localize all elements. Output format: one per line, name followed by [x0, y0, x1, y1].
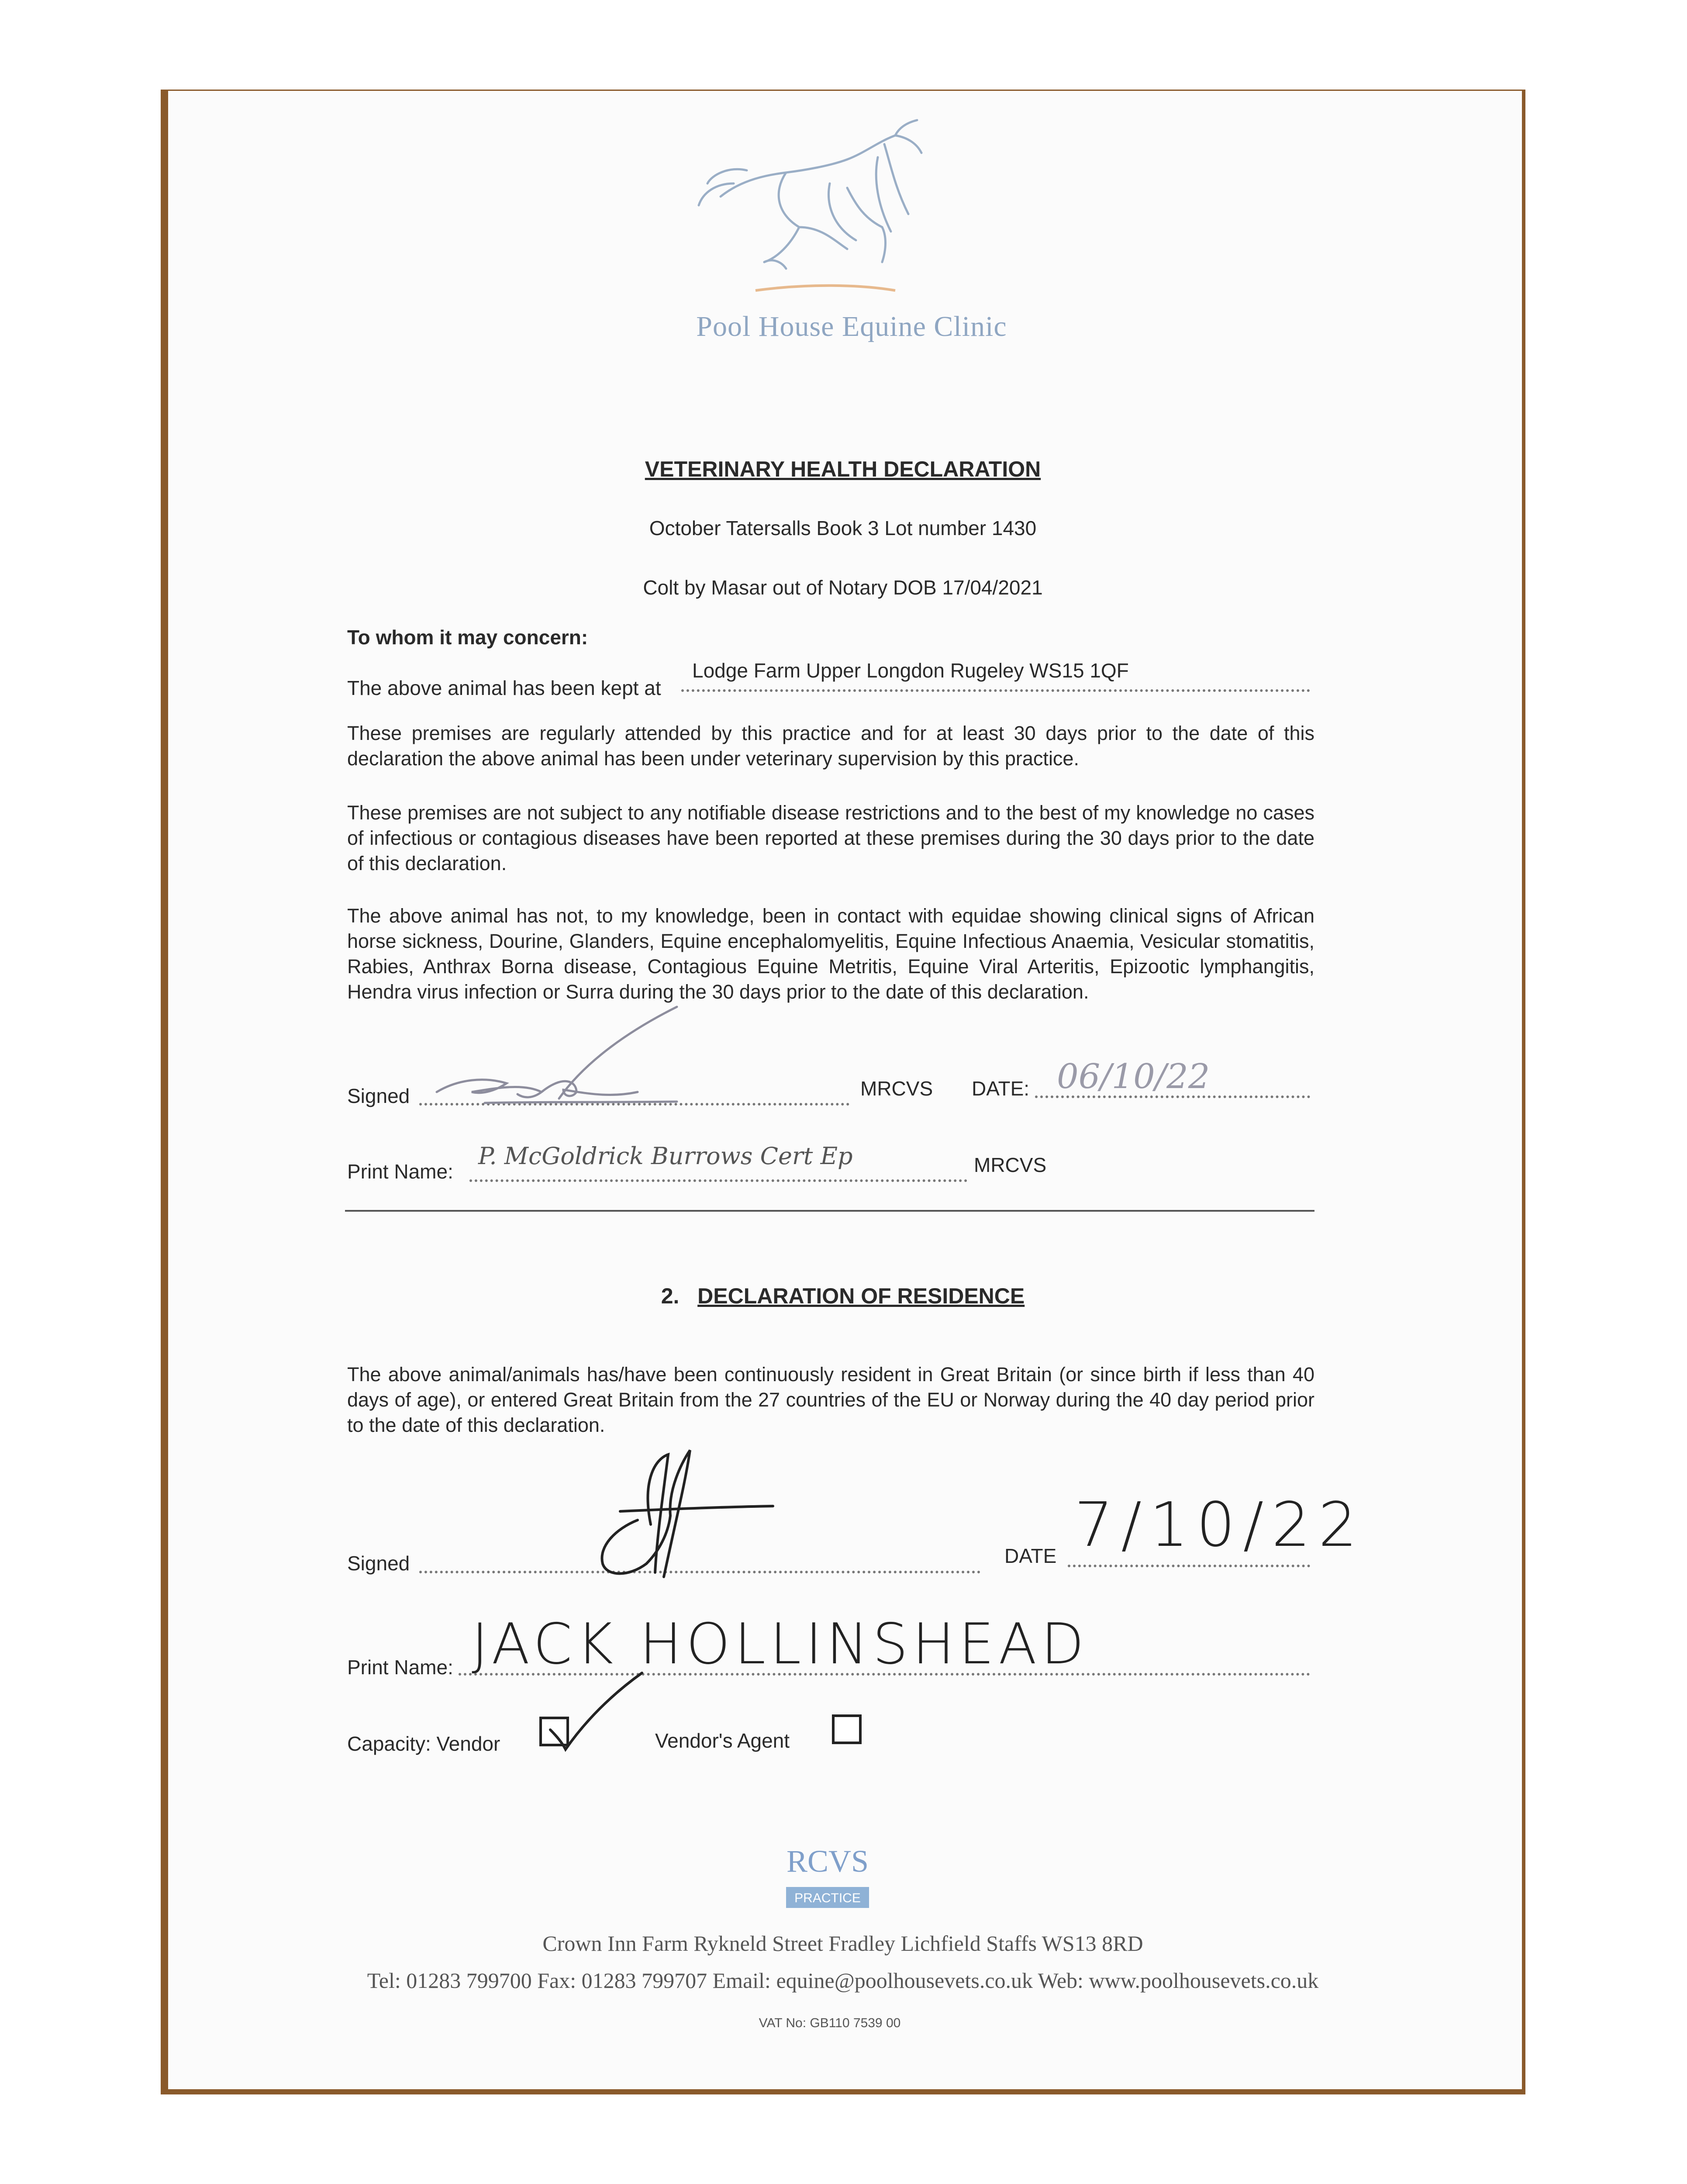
horse-logo-icon [690, 118, 935, 301]
animal-line: Colt by Masar out of Notary DOB 17/04/2021 [643, 576, 1043, 599]
paragraph-supervision: These premises are regularly attended by this practice and for at least 30 days prior to the date of this declaration the above animal has been under veterinary supervision by this practice. [347, 722, 1314, 770]
declaration-title: VETERINARY HEALTH DECLARATION [645, 457, 1041, 481]
residence-print-name-label: Print Name: [347, 1656, 453, 1679]
residence-signed-label: Signed [347, 1552, 410, 1575]
residence-signature [581, 1446, 786, 1590]
vet-print-name-mrcvs: MRCVS [974, 1154, 1047, 1176]
vendor-checkmark-icon [546, 1669, 646, 1756]
vet-signed-label: Signed [347, 1085, 410, 1107]
paragraph-contact: The above animal has not, to my knowledge, been in contact with equidae showing clinical signs of African horse sickness, Dourine, Glanders, Equine encephalomyelitis, Equine Infectious Anaemia, Vesicular stomatitis, Rabies, Anthrax Borna disease, Contagious Equine Metritis, Equine Viral Arteritis, Epizootic lymphangitis, Hendra virus infection or Surra during the 30 days prior to the date of this declaration. [347, 905, 1314, 1003]
residence-date-label: DATE [1004, 1545, 1057, 1567]
footer-contact: Tel: 01283 799700 Fax: 01283 799707 Email: equine@poolhousevets.co.uk Web: www.poolhousevets.co.uk [367, 1968, 1319, 1993]
vendors-agent-label: Vendor's Agent [655, 1729, 790, 1752]
rcvs-logo-text: RCVS [786, 1844, 869, 1879]
vet-print-name-label: Print Name: [347, 1160, 453, 1183]
capacity-vendor-label: Capacity: Vendor [347, 1732, 500, 1755]
rcvs-practice-text: PRACTICE [794, 1891, 861, 1905]
rcvs-accredited-practice-logo [782, 1839, 873, 1911]
vet-print-name-value: P. McGoldrick Burrows Cert Ep [478, 1142, 853, 1170]
footer-vat: VAT No: GB110 7539 00 [759, 2016, 901, 2030]
lot-line: October Tatersalls Book 3 Lot number 1430 [649, 517, 1037, 539]
residence-number: 2. [661, 1284, 680, 1308]
paragraph-residence: The above animal/animals has/have been continuously resident in Great Britain (or since birth if less than 40 days of age), or entered Great Britain from the 27 countries of the EU or Norway during the 40 day period prior to the date of this declaration. [347, 1363, 1314, 1436]
vet-print-name-line [469, 1179, 967, 1182]
footer-address: Crown Inn Farm Rykneld Street Fradley Lichfield Staffs WS13 8RD [542, 1931, 1143, 1956]
salutation: To whom it may concern: [347, 626, 588, 649]
kept-at-value: Lodge Farm Upper Longdon Rugeley WS15 1QF [692, 659, 1129, 682]
residence-print-name-value: JACK HOLLINSHEAD [472, 1612, 1089, 1677]
section-divider [345, 1210, 1314, 1212]
residence-date-line [1068, 1565, 1310, 1567]
vet-date-value: 06/10/22 [1057, 1057, 1210, 1096]
residence-title: DECLARATION OF RESIDENCE [697, 1284, 1025, 1308]
kept-at-line [681, 689, 1310, 692]
kept-at-label: The above animal has been kept at [347, 677, 661, 699]
paragraph-disease-restrictions: These premises are not subject to any notifiable disease restrictions and to the best of my knowledge no cases of infectious or contagious diseases have been reported at these premises during the 30 days prior to the date of this declaration. [347, 802, 1314, 874]
vet-mrcvs-label: MRCVS [860, 1077, 933, 1100]
vet-date-label: DATE: [972, 1077, 1030, 1100]
residence-heading [437, 1283, 1249, 1309]
vendors-agent-checkbox[interactable] [832, 1714, 862, 1744]
residence-date-value: 7/10/22 [1074, 1489, 1365, 1561]
clinic-name: Pool House Equine Clinic [696, 311, 1007, 342]
vet-signature [432, 1005, 738, 1109]
